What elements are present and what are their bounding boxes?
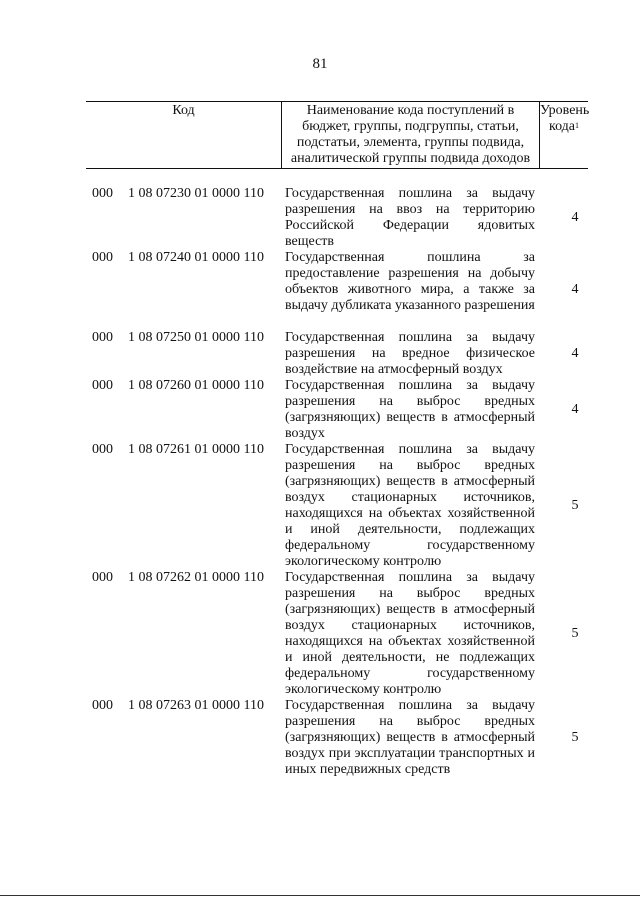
row-code: 1 08 07240 01 0000 110 [128,250,264,265]
header-level-word: кода [548,119,576,134]
table-row [0,250,640,330]
header-name-line: Наименование кода поступлений в [306,103,515,118]
row-prefix: 000 [92,250,113,265]
row-name: Государственная пошлина за выдачу разрешения на ввоз на территорию Российской Федерации ядовитых веществ [285,186,535,249]
row-name: Государственная пошлина за выдачу разрешения на выброс вредных (загрязняющих) веществ в атмосферный воздух стационарных источников, находящихся на объектах хозяйственной и иной деятельности, подлежащих федеральному государственному экологическому контролю [285,442,535,569]
row-prefix: 000 [92,570,113,585]
row-level: 4 [571,402,579,417]
table-row [0,698,640,778]
row-level: 4 [571,346,579,361]
table-row [0,330,640,378]
table-row [0,378,640,442]
footnote-marker: 1 [575,121,580,130]
page-bottom-edge [0,895,640,896]
header-code-label: Код [172,103,195,118]
table-row [0,570,640,698]
row-code: 1 08 07260 01 0000 110 [128,378,264,393]
header-name-line: подстатьи, элемента, группы подвида, [296,135,525,150]
header-name-line: бюджет, группы, подгруппы, статьи, [302,119,519,134]
row-level: 5 [571,626,579,641]
row-level: 4 [571,282,579,297]
row-prefix: 000 [92,330,113,345]
row-prefix: 000 [92,186,113,201]
header-level-line2 [540,119,588,135]
row-name: Государственная пошлина за выдачу разрешения на выброс вредных (загрязняющих) веществ в атмосферный воздух [285,378,535,441]
row-level: 5 [571,730,579,745]
row-code: 1 08 07262 01 0000 110 [128,570,264,585]
row-name: Государственная пошлина за предоставление разрешения на добычу объектов животного мира, а также за выдачу дубликата указанного разрешения [285,250,535,313]
table-row [0,442,640,570]
row-code: 1 08 07261 01 0000 110 [128,442,264,457]
row-prefix: 000 [92,442,113,457]
row-level: 5 [571,498,579,513]
header-name [282,102,540,168]
table-header [86,101,588,169]
row-prefix: 000 [92,698,113,713]
row-code: 1 08 07250 01 0000 110 [128,330,264,345]
row-name: Государственная пошлина за выдачу разрешения на вредное физическое воздействие на атмосферный воздух [285,330,535,377]
header-name-line: аналитической группы подвида доходов [290,151,531,166]
row-name: Государственная пошлина за выдачу разрешения на выброс вредных (загрязняющих) веществ в атмосферный воздух при эксплуатации транспортных и иных передвижных средств [285,698,535,777]
row-prefix: 000 [92,378,113,393]
header-level-line1: Уровень [540,103,590,118]
table-row [0,186,640,250]
row-code: 1 08 07230 01 0000 110 [128,186,264,201]
table-body [0,186,640,778]
row-code: 1 08 07263 01 0000 110 [128,698,264,713]
header-code [86,102,282,168]
page-number: 81 [312,56,328,72]
row-level: 4 [571,210,579,225]
row-name: Государственная пошлина за выдачу разрешения на выброс вредных (загрязняющих) веществ в атмосферный воздух стационарных источников, находящихся на объектах хозяйственной и иной деятельности, не подлежащих федеральному государственному экологическому контролю [285,570,535,697]
header-level [540,102,588,168]
